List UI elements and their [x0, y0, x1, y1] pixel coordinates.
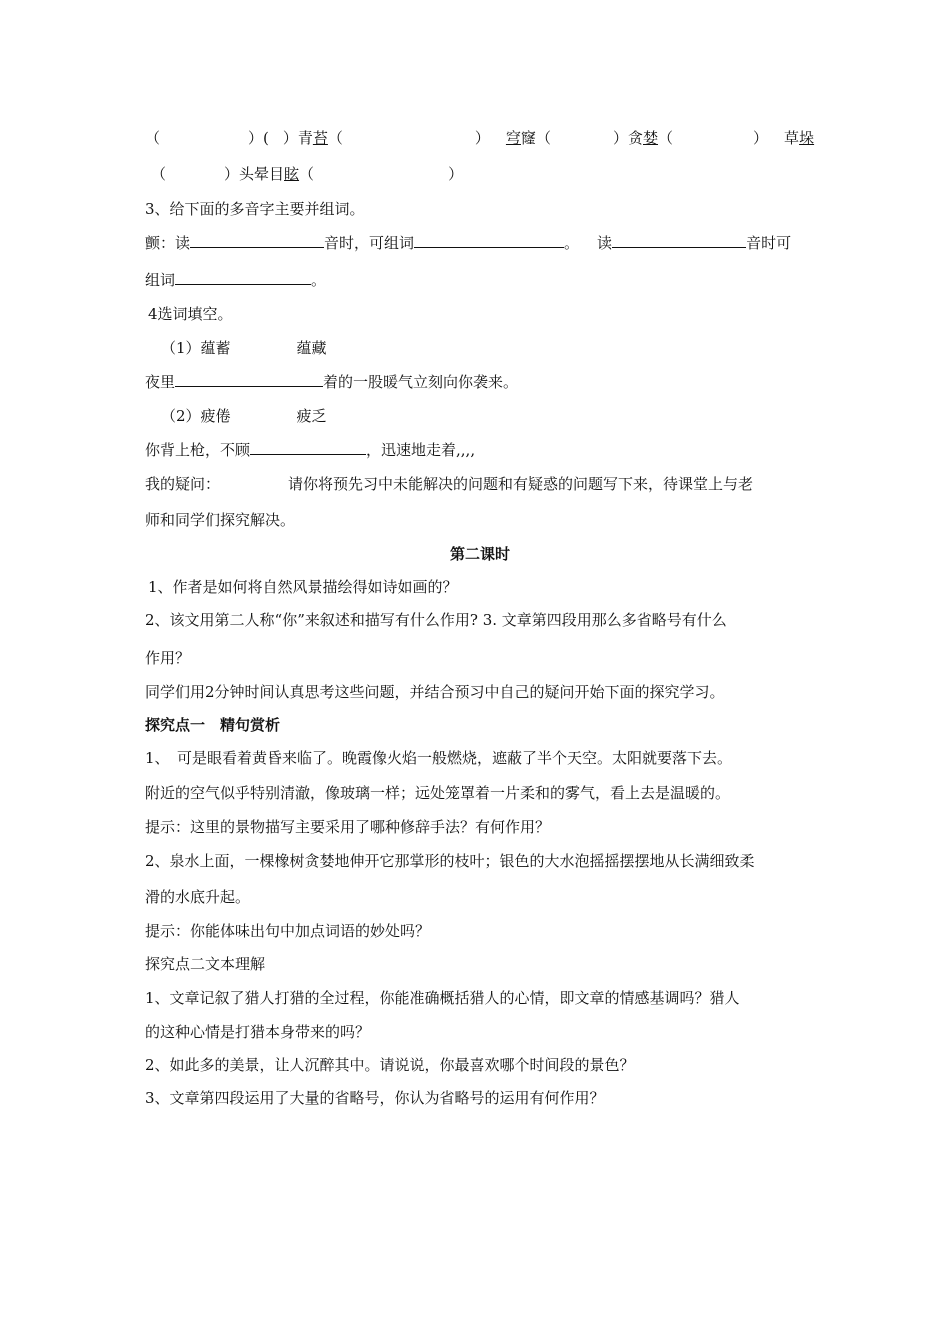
fill-blank[interactable]: [175, 372, 323, 387]
underlined-char: 眩: [284, 165, 300, 183]
section-2-title: 第二课时: [449, 545, 510, 563]
fill-blank[interactable]: [190, 233, 324, 248]
fill-blank[interactable]: [175, 270, 311, 285]
doubt-line-2: 师和同学们探究解决。: [145, 511, 296, 529]
explore-2-item-3: 3、文章第四段运用了大量的省略号，你认为省略号的运用有何作用？: [145, 1089, 605, 1107]
doubt-text: 请你将预先习中未能解决的问题和有疑惑的问题写下来，待课堂上与老: [288, 475, 754, 493]
label-text: 颤：读: [145, 234, 191, 252]
underlined-char: 垛: [799, 129, 815, 147]
explore-2-item-1-line-1: 1、文章记叙了猎人打猎的全过程，你能准确概括猎人的心情，即文章的情感基调吗？猎人: [145, 989, 740, 1007]
paren-open: （: [151, 165, 167, 183]
explore-1-item-1-hint: 提示：这里的景物描写主要采用了哪种修辞手法？有何作用？: [145, 818, 551, 836]
doubt-label: 我的疑问：: [145, 475, 221, 493]
question-4-title-text: 4选词填空。: [148, 305, 233, 323]
explore-1-item-1-line-1: 1、 可是眼看着黄昏来临了。晚霞像火焰一般燃烧，遮蔽了半个天空。太阳就要落下去。: [145, 749, 733, 767]
word-prefix: ）青: [282, 129, 313, 147]
sentence-text: ，迅速地走着,,,,: [366, 441, 476, 459]
question-4-options-1: [145, 338, 815, 358]
paren-close: ）(: [248, 129, 269, 147]
question-4-options-2: [145, 406, 815, 426]
fill-blank[interactable]: [250, 440, 366, 455]
word-char: 草: [784, 129, 800, 147]
label-text: 读: [597, 234, 613, 252]
option-word: 蕴藏: [296, 339, 327, 357]
explore-1-item-2-line-2: 滑的水底升起。: [145, 888, 251, 906]
question-3-line-2: [145, 270, 815, 290]
paren-open: （: [535, 129, 551, 147]
fill-blank[interactable]: [612, 233, 746, 248]
underlined-char: 婪: [643, 129, 659, 147]
word-prefix: ）贪: [612, 129, 643, 147]
explore-1-item-2-hint: 提示：你能体味出句中加点词语的妙处吗？: [145, 922, 431, 940]
explore-1-item-2-line-1: 2、泉水上面，一棵橡树贪婪地伸开它那掌形的枝叶；银色的大水泡摇摇摆摆地从长满细致柔: [145, 852, 755, 870]
question-4-title: [145, 304, 815, 324]
question-3-title: 3、给下面的多音字主要并组词。: [145, 200, 365, 218]
option-word: （2）疲倦: [161, 407, 231, 425]
paren-open: （: [145, 129, 161, 147]
paren-open: （: [327, 129, 343, 147]
section-2-question-2-line-1: 2、该文用第二人称“你”来叙述和描写有什么作用? 3. 文章第四段用那么多省略号有什么: [145, 611, 727, 629]
pinyin-row-1: [145, 128, 815, 148]
label-text: 组词: [145, 271, 176, 289]
explore-2-item-2: 2、如此多的美景，让人沉醉其中。请说说，你最喜欢哪个时间段的景色？: [145, 1056, 635, 1074]
label-text: 音时，可组词: [324, 234, 415, 252]
option-word: 疲乏: [296, 407, 327, 425]
explore-2-item-1-line-2: 的这种心情是打猎本身带来的吗？: [145, 1023, 371, 1041]
paren-close: ）: [474, 129, 490, 147]
doubt-line-1: [145, 474, 815, 494]
fill-blank[interactable]: [414, 233, 564, 248]
label-text: 。: [311, 271, 327, 289]
label-text: 。: [564, 234, 580, 252]
label-text: 音时可: [746, 234, 792, 252]
question-3-line-1: [145, 233, 815, 253]
underlined-char: 穹: [505, 129, 521, 147]
paren-close: ）: [448, 165, 464, 183]
underlined-char: 苔: [312, 129, 328, 147]
paren-close: ）: [753, 129, 769, 147]
paren-open: （: [658, 129, 674, 147]
paren-open: （: [299, 165, 315, 183]
word-char: 窿: [520, 129, 536, 147]
question-4-sentence-1: [145, 372, 815, 392]
sentence-text: 你背上枪，不顾: [145, 441, 251, 459]
section-2-question-2-line-2: 作用？: [145, 649, 191, 667]
explore-1-item-1-line-2: 附近的空气似乎特别清澈，像玻璃一样；远处笼罩着一片柔和的雾气，看上去是温暖的。: [145, 784, 731, 802]
pinyin-row-2: [145, 164, 815, 184]
section-2-question-1-text: 1、作者是如何将自然风景描绘得如诗如画的？: [148, 578, 458, 596]
sentence-text: 夜里: [145, 373, 176, 391]
explore-point-2-title: 探究点二文本理解: [145, 955, 266, 973]
section-2-question-1: [145, 577, 815, 597]
option-word: （1）蕴蓄: [161, 339, 231, 357]
explore-point-1-title: 探究点一 精句赏析: [145, 716, 281, 734]
question-4-sentence-2: [145, 440, 815, 460]
word-prefix: ）头晕目: [224, 165, 285, 183]
sentence-text: 着的一股暖气立刻向你袭来。: [323, 373, 519, 391]
section-2-intro: 同学们用2分钟时间认真思考这些问题，并结合预习中自己的疑问开始下面的探究学习。: [145, 683, 725, 701]
